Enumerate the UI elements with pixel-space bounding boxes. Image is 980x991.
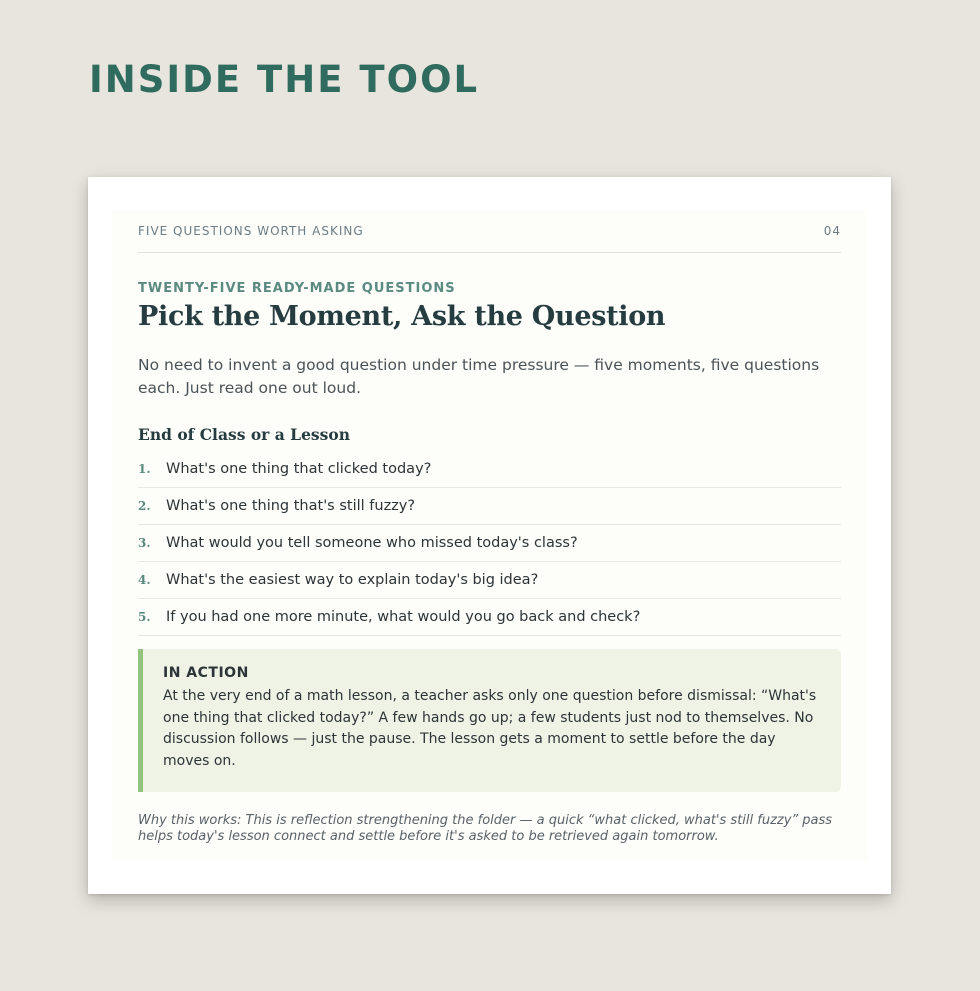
intro-paragraph: No need to invent a good question under time pressure — five moments, five questions each. Just read one out loud. — [138, 356, 820, 397]
why-this-works-note: Why this works: This is reflection strengthening the folder — a quick “what clicked, what's still fuzzy” pass helps today's lesson connect and settle before it's asked to be retrieved again tomorrow. — [138, 813, 833, 844]
callout-label: IN ACTION — [163, 665, 249, 681]
question-text: What's one thing that clicked today? — [166, 461, 432, 477]
callout-text: At the very end of a math lesson, a teacher asks only one question before dismissal: “What's one thing that clicked today?” A few hands go up; a few students just nod to themselves. No discussion follows — just the pause. The lesson gets a moment to settle before the day moves on. — [163, 688, 817, 769]
question-item — [138, 562, 841, 599]
question-text: What's the easiest way to explain today's big idea? — [166, 572, 539, 588]
question-item — [138, 451, 841, 488]
question-list — [138, 451, 841, 636]
question-item — [138, 599, 841, 636]
question-number: 3. — [138, 536, 151, 550]
running-head — [138, 224, 841, 253]
in-action-callout — [138, 649, 841, 792]
page-number: 04 — [823, 224, 841, 238]
question-number: 4. — [138, 573, 151, 587]
question-text: What's one thing that's still fuzzy? — [166, 498, 416, 514]
document-card — [88, 177, 891, 894]
page-heading: INSIDE THE TOOL — [89, 58, 480, 101]
question-item — [138, 488, 841, 525]
question-number: 1. — [138, 462, 151, 476]
section-heading: End of Class or a Lesson — [138, 425, 350, 444]
document-title: Pick the Moment, Ask the Question — [138, 301, 666, 332]
question-number: 5. — [138, 610, 151, 624]
question-item — [138, 525, 841, 562]
question-text: What would you tell someone who missed today's class? — [166, 535, 578, 551]
question-text: If you had one more minute, what would you go back and check? — [166, 609, 641, 625]
document-page — [112, 210, 867, 860]
running-head-title: FIVE QUESTIONS WORTH ASKING — [138, 224, 364, 238]
eyebrow-label: TWENTY-FIVE READY-MADE QUESTIONS — [138, 281, 456, 296]
question-number: 2. — [138, 499, 151, 513]
